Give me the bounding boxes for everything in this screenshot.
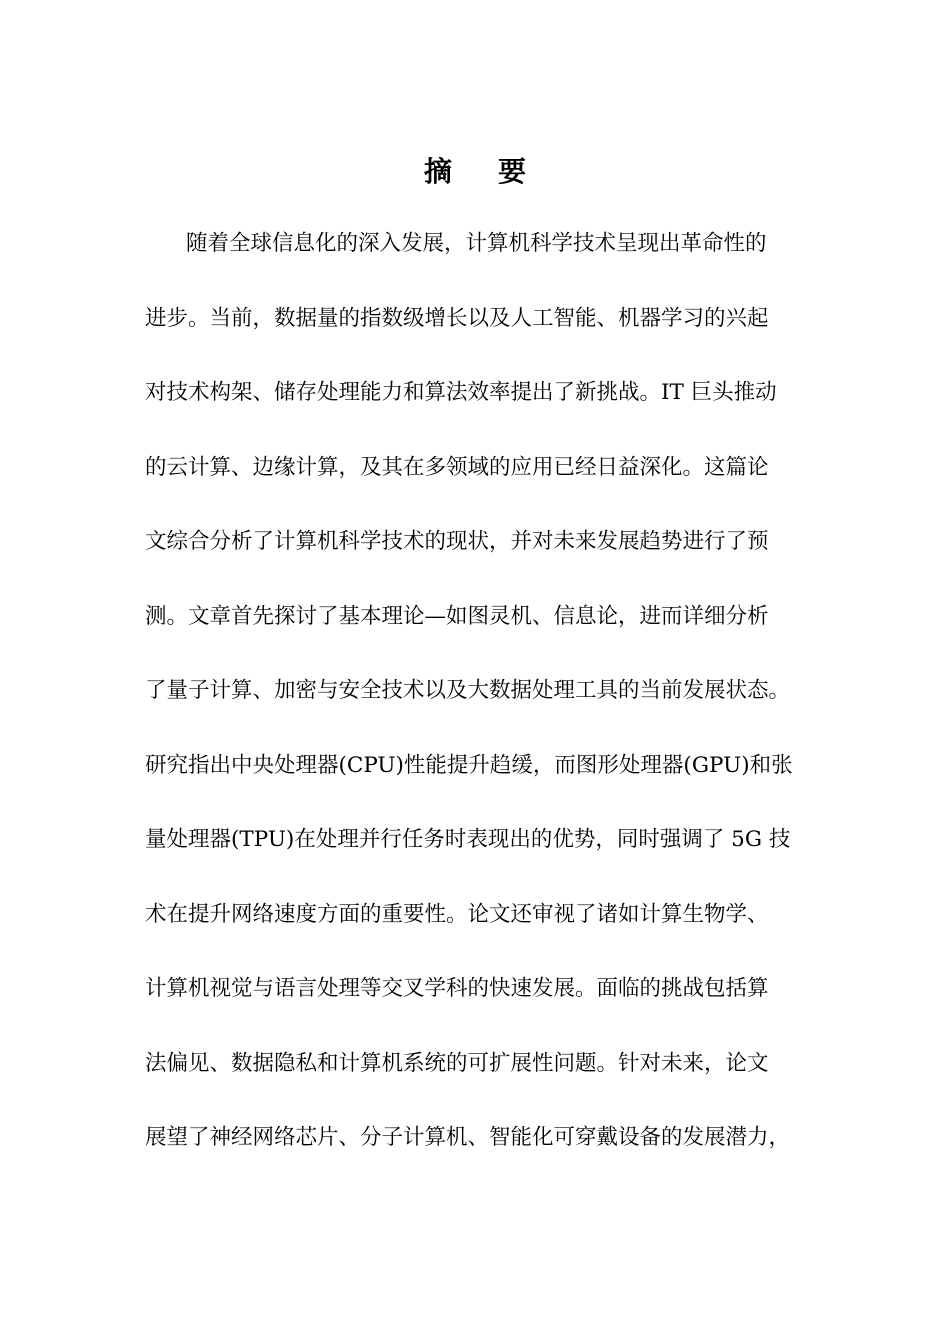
- abstract-line-6: 测。文章首先探讨了基本理论—如图灵机、信息论，进而详细分析: [145, 603, 769, 629]
- abstract-line-9: 量处理器(TPU)在处理并行任务时表现出的优势，同时强调了 5G 技: [145, 827, 791, 852]
- abstract-body: [145, 224, 825, 1193]
- abstract-line-2: 进步。当前，数据量的指数级增长以及人工智能、机器学习的兴起: [145, 305, 769, 331]
- abstract-line-1: 随着全球信息化的深入发展，计算机科学技术呈现出革命性的: [186, 231, 767, 256]
- abstract-line-7: 了量子计算、加密与安全技术以及大数据处理工具的当前发展状态。: [145, 678, 791, 703]
- abstract-title: [0, 150, 950, 194]
- title-char-1: 摘: [423, 155, 452, 188]
- abstract-line-13: 展望了神经网络芯片、分子计算机、智能化可穿戴设备的发展潜力，: [145, 1125, 791, 1150]
- abstract-line-4: 的云计算、边缘计算，及其在多领域的应用已经日益深化。这篇论: [145, 454, 769, 480]
- title-char-2: 要: [498, 155, 527, 188]
- abstract-line-12: 法偏见、数据隐私和计算机系统的可扩展性问题。针对未来，论文: [145, 1050, 769, 1076]
- abstract-line-3: 对技术构架、储存处理能力和算法效率提出了新挑战。IT 巨头推动: [145, 380, 777, 405]
- abstract-line-5: 文综合分析了计算机科学技术的现状，并对未来发展趋势进行了预: [145, 529, 769, 554]
- abstract-line-11: 计算机视觉与语言处理等交叉学科的快速发展。面临的挑战包括算: [145, 976, 769, 1001]
- abstract-line-10: 术在提升网络速度方面的重要性。论文还审视了诸如计算生物学、: [145, 901, 769, 927]
- abstract-line-8: 研究指出中央处理器(CPU)性能提升趋缓，而图形处理器(GPU)和张: [145, 752, 793, 778]
